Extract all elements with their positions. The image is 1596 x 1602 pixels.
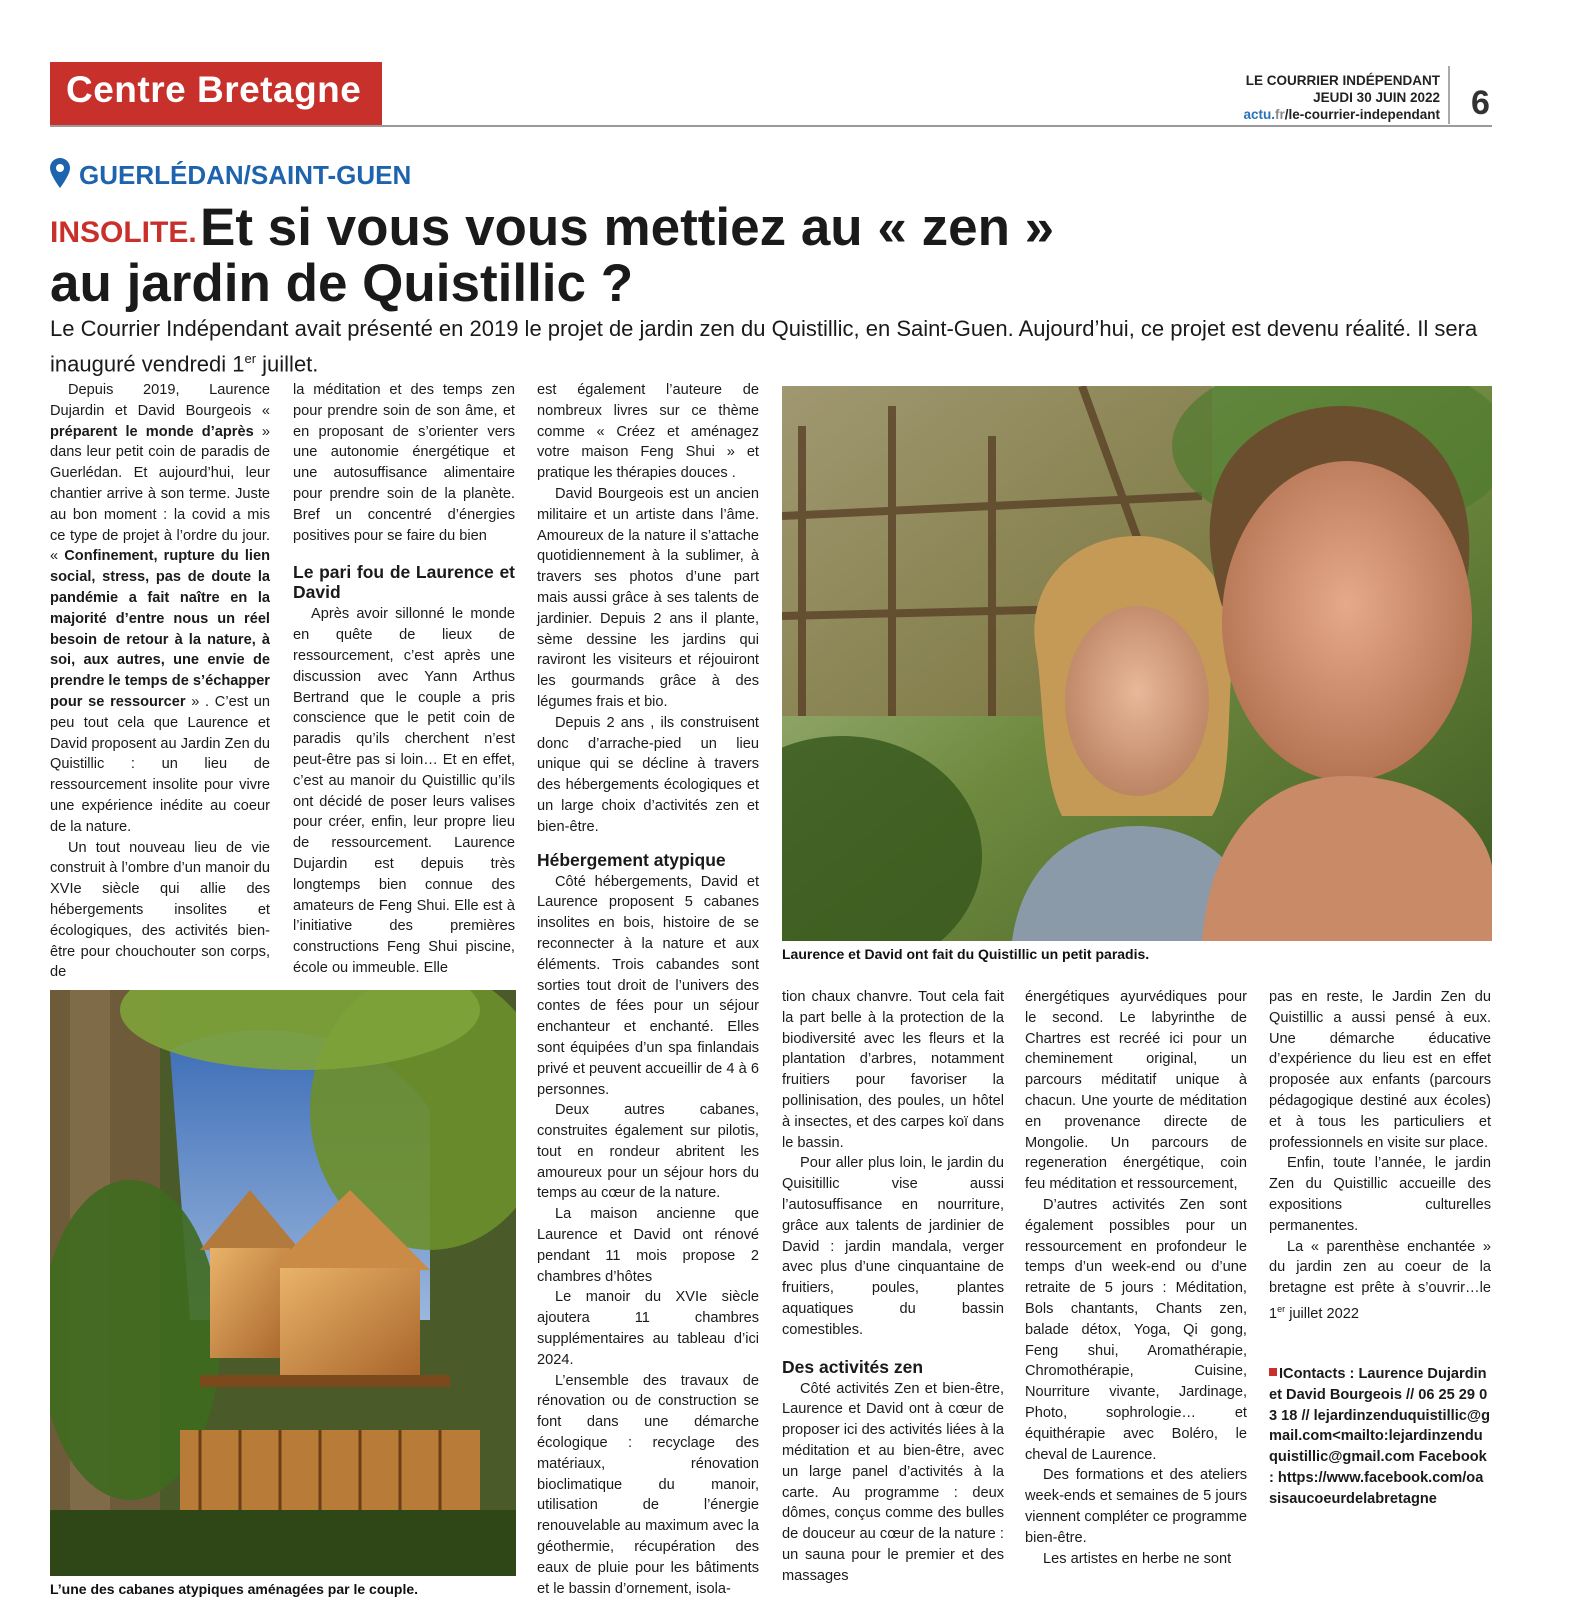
publication-name: LE COURRIER INDÉPENDANT: [1245, 73, 1440, 88]
paragraph: Côté activités Zen et bien-être, Laurence et David ont à cœur de proposer ici des activités liées à la méditation et au bien-être, avec un large panel d’activités à la carte. Au programme : deux dômes, conçus comme des bulles de douceur au cœur de la nature : un sauna pour le premier et des massages: [782, 1380, 1004, 1584]
publication-url[interactable]: [1243, 106, 1440, 123]
paragraph: Pour aller plus loin, le jardin du Quisitillic vise aussi l’autosuffisance en nourriture, grâce aux talents de jardinier de David : jardin mandala, verger avec plus d’une cinquantaine de fruitiers, poules, plantes aquatiques du bassin comestibles.: [782, 1155, 1004, 1338]
paragraph: Depuis 2 ans , ils construisent donc d’arrache-pied un lieu unique qui se décline à travers des hébergements écologiques et un large choix d’activités zen et bien-être.: [537, 714, 759, 835]
paragraph: L’ensemble des travaux de rénovation ou de construction se font dans une démarche écologique : recyclage des matériaux, rénovation bioclimatique du manoir, utilisation de l’énergie renouvelable au maximum avec la géothermie, récupération des eaux de pluie pour les bâtiments et le bassin d’ornement, isola-: [537, 1372, 759, 1597]
paragraph: est également l’auteure de nombreux livres sur ce thème comme « Créez et aménagez votre maison Feng Shui » et pratique les thérapies douces .: [537, 382, 759, 482]
paragraph: David Bourgeois est un ancien militaire et un artiste dans l’âme. Amoureux de la nature il s’attache quotidiennement à la sublimer, à travers ses photos d’une part mais aussi grâce à ses talents de jardinier. Depuis 2 ans il plante, sème dessine les jardins qui raviront les visiteurs et réjouiront les gourmands grâce à des légumes frais et bio.: [537, 485, 759, 710]
contacts-box: [1269, 1364, 1491, 1510]
paragraph: Un tout nouveau lieu de vie construit à l’ombre d’un manoir du XVIe siècle qui allie des hébergements insolites et écologiques, des activités bien-être pour chouchouter son corps, de: [50, 839, 270, 981]
cabane-photo-image: [50, 990, 516, 1576]
publication-date: JEUDI 30 JUIN 2022: [1313, 90, 1440, 105]
url-actu: actu.: [1243, 107, 1275, 122]
column-1: [50, 380, 270, 983]
paragraph: Des formations et des ateliers week-ends et semaines de 5 jours viennent compléter ce programme bien-être.: [1025, 1467, 1247, 1546]
paragraph: Enfin, toute l’année, le jardin Zen du Quistillic accueille des expositions culturelles permanentes.: [1269, 1155, 1491, 1234]
paragraph: Après avoir sillonné le monde en quête de lieux de ressourcement, c’est après une discussion avec Yann Arthus Bertrand que le couple a pris conscience que le petit coin de paradis qu’ils cherchent n’est peut-être pas si loin… Et en effet, c’est au manoir du Quistillic qu’ils ont décidé de poser leurs valises pour créer, enfin, leur propre lieu de ressourcement. Laurence Dujardin est depuis très longtemps bien connue des amateurs de Feng Shui. Elle est à l’initiative des premières constructions Feng Shui piscine, école ou immeuble. Elle: [293, 606, 515, 976]
subheading: Des activités zen: [782, 1356, 924, 1377]
url-path: /le-courrier-independant: [1284, 107, 1440, 122]
page-number: 6: [1471, 84, 1490, 122]
paragraph: Les artistes en herbe ne sont: [1043, 1550, 1232, 1567]
paragraph: tion chaux chanvre. Tout cela fait la part belle à la protection de la biodiversité avec les fleurs et la plantation d’arbres, notamment fruitiers pour favoriser la pollinisation, des poules, un hôtel à insectes, et des carpes koï dans le bassin.: [782, 989, 1004, 1151]
header-divider: [1448, 66, 1450, 124]
bullet-icon: [1269, 1368, 1277, 1376]
paragraph: La « parenthèse enchantée » du jardin zen au coeur de la bretagne est prête à s’ouvrir…le 1er juillet 2022: [1269, 1238, 1491, 1322]
couple-photo: [782, 386, 1492, 941]
paragraph: énergétiques ayurvédiques pour le second. Le labyrinthe de Chartres est recréé ici pour un cheminement original, un parcours méditatif unique à chacun. Une yourte de méditation en provenance directe de Mongolie. Un parcours de regeneration énergétique, coin feu méditation et ressourcement,: [1025, 989, 1247, 1193]
paragraph: la méditation et des temps zen pour prendre soin de son âme, et en proposant de s’orienter vers une autonomie énergétique et une autosuffisance alimentaire pour prendre soin de la planète. Bref un concentré d’énergies positives pour se faire du bien: [293, 382, 515, 544]
lead-text: Le Courrier Indépendant avait présenté en 2019 le projet de jardin zen du Quistillic, en Saint-Guen. Aujourd’hui, ce projet est devenu réalité. Il sera inauguré vendredi 1: [50, 316, 1478, 377]
cabane-photo: [50, 990, 516, 1576]
headline-line1: Et si vous vous mettiez au « zen »: [200, 198, 1055, 257]
paragraph: Le manoir du XVIe siècle ajoutera 11 chambres supplémentaires au tableau d’ici 2024.: [537, 1289, 759, 1368]
header-rule: [50, 125, 1492, 127]
column-3: [537, 380, 759, 1599]
headline: [50, 200, 1250, 312]
headline-line2: au jardin de Quistillic ?: [50, 254, 634, 313]
lead-paragraph: [50, 314, 1500, 379]
cabane-photo-caption: L’une des cabanes atypiques aménagées par le couple.: [50, 1581, 419, 1597]
section-title: Centre Bretagne: [66, 69, 362, 110]
contacts-text[interactable]: IContacts : Laurence Dujardin et David Bourgeois // 06 25 29 03 18 // lejardinzenduquistillic@gmail.com<mailto:lejardinzenduquistillic@gmail.com Facebook : https://www.facebook.com/oasisaucoeurdelabretagne: [1269, 1366, 1491, 1507]
column-6: [1269, 987, 1491, 1325]
paragraph: Depuis 2019, Laurence Dujardin et David Bourgeois « préparent le monde d’après » dans leur petit coin de paradis de Guerlédan. Et aujourd’hui, leur chantier arrive à son terme. Juste au bon moment : la covid a mis ce type de projet à l’ordre du jour. « Confinement, rupture du lien social, stress, pas de doute la pandémie a fait naître en la majorité d’entre nous un réel besoin de retour à la nature, à soi, aux autres, une envie de prendre le temps de s’échapper pour se ressourcer » . C’est un peu tout cela que Laurence et David proposent au Jardin Zen du Quistillic : un lieu de ressourcement insolite pour vivre une expérience inédite au coeur de la nature.: [50, 382, 270, 835]
lead-sup: er: [244, 351, 257, 366]
publication-info: [1243, 72, 1440, 123]
paragraph: Deux autres cabanes, construites également sur pilotis, tout en rondeur abritent les amoureux pour un séjour hors du temps au cœur de la nature.: [537, 1102, 759, 1202]
couple-photo-caption: Laurence et David ont fait du Quistillic un petit paradis.: [782, 946, 1150, 962]
column-5: [1025, 987, 1247, 1569]
subheading: Hébergement atypique: [537, 849, 726, 870]
paragraph: pas en reste, le Jardin Zen du Quistillic a aussi pensé à eux. Une démarche éducative d’expérience du lieu est en effet proposée aux enfants (parcours pédagogique destiné aux écoles) et à tous les particuliers et professionnels en visite sur place.: [1269, 989, 1491, 1151]
lead-text-end: juillet.: [256, 351, 319, 377]
paragraph: D’autres activités Zen sont également possibles pour un ressourcement en profondeur le temps d’un week-end ou d’une retraite de 5 jours : Méditation, Bols chantants, Chants zen, balade détox, Yoga, Qi gong, Feng shui, Aromathérapie, Chromothérapie, Cuisine, Nourriture vivante, Jardinage, Photo, sophrologie… et équithérapie avec Boléro, le cheval de Laurence.: [1025, 1196, 1247, 1463]
subheading: Le pari fou de Laurence et David: [293, 562, 515, 603]
kicker: INSOLITE.: [50, 216, 197, 249]
couple-photo-image: [782, 386, 1492, 941]
column-2: [293, 380, 515, 979]
column-4: [782, 987, 1004, 1587]
url-fr: fr: [1274, 107, 1285, 122]
location-pin-icon: [50, 158, 70, 188]
paragraph: La maison ancienne que Laurence et David ont rénové pendant 11 mois propose 2 chambres d’hôtes: [537, 1206, 759, 1285]
location-label: GUERLÉDAN/SAINT-GUEN: [79, 160, 412, 190]
paragraph: Côté hébergements, David et Laurence proposent 5 cabanes insolites en bois, histoire de se reconnecter à la nature et aux éléments. Trois cabandes sont sorties tout droit de l’univers des contes de fées pour un séjour enchanteur et enchanté. Elles sont équipées d’un spa finlandais privé et peuvent accueillir de 4 à 6 personnes.: [537, 873, 759, 1098]
